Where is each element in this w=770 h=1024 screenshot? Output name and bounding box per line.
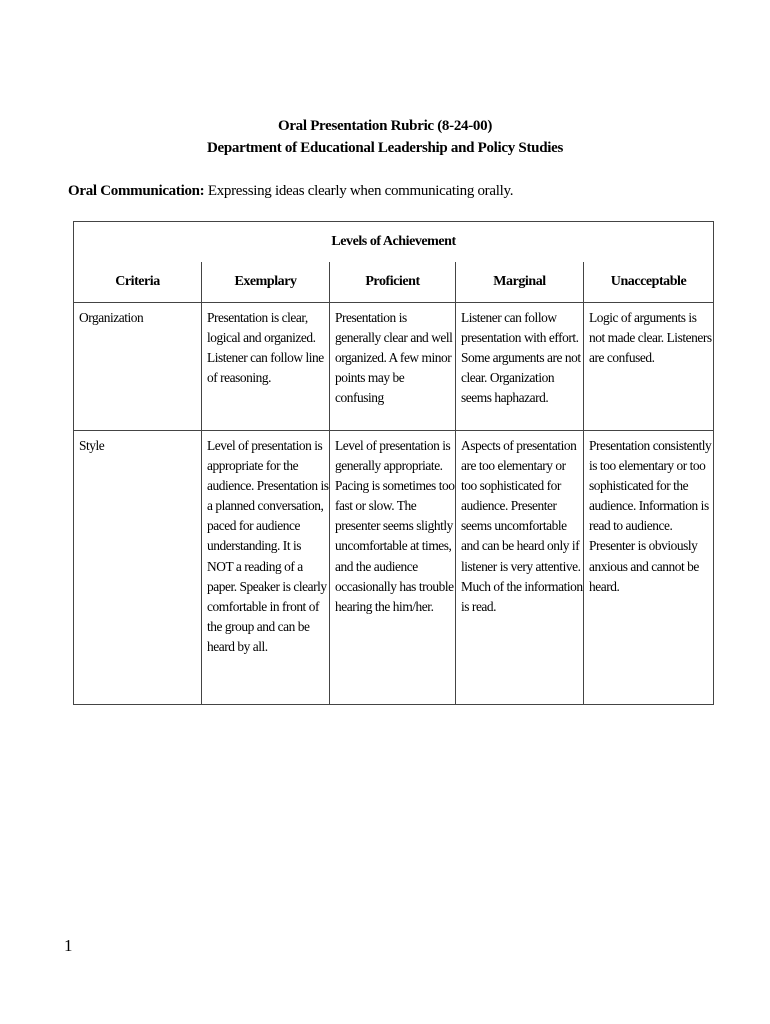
levels-of-achievement-header: Levels of Achievement [74, 222, 714, 263]
table-row [74, 303, 714, 431]
column-header-unacceptable: Unacceptable [584, 262, 714, 303]
cell-organization-unacceptable: Logic of arguments is not made clear. Listeners are confused. [584, 303, 714, 431]
column-header-criteria: Criteria [74, 262, 202, 303]
cell-style-proficient: Level of presentation is generally appropriate. Pacing is sometimes too fast or slow. The presenter seems slightly uncomfortable at times, and the audience occasionally has trouble hearing the him/her. [330, 431, 456, 705]
page-number: 1 [64, 936, 73, 955]
column-header-exemplary: Exemplary [202, 262, 330, 303]
table-row [74, 431, 714, 705]
cell-style-unacceptable: Presentation consistently is too elementary or too sophisticated for the audience. Information is read to audience. Presenter is obviously anxious and cannot be heard. [584, 431, 714, 705]
column-header-proficient: Proficient [330, 262, 456, 303]
intro-label: Oral Communication: [68, 183, 205, 199]
department-title: Department of Educational Leadership and Policy Studies [206, 140, 564, 156]
criterion-style: Style [74, 431, 202, 705]
document-title: Oral Presentation Rubric (8-24-00) [277, 118, 493, 134]
column-header-marginal: Marginal [456, 262, 584, 303]
cell-style-marginal: Aspects of presentation are too elementary or too sophisticated for audience. Presenter seems uncomfortable and can be heard only if listener is very attentive. Much of the information is read. [456, 431, 584, 705]
cell-organization-exemplary: Presentation is clear, logical and organized. Listener can follow line of reasoning. [202, 303, 330, 431]
cell-organization-marginal: Listener can follow presentation with effort. Some arguments are not clear. Organization seems haphazard. [456, 303, 584, 431]
intro-text: Expressing ideas clearly when communicating orally. [207, 183, 514, 199]
rubric-table [73, 221, 714, 705]
intro-line [68, 183, 513, 200]
cell-style-exemplary: Level of presentation is appropriate for the audience. Presentation is a planned conversation, paced for audience understanding. It is NOT a reading of a paper. Speaker is clearly comfortable in front of the group and can be heard by all. [202, 431, 330, 705]
criterion-organization: Organization [74, 303, 202, 431]
cell-organization-proficient: Presentation is generally clear and well organized. A few minor points may be confusing [330, 303, 456, 431]
